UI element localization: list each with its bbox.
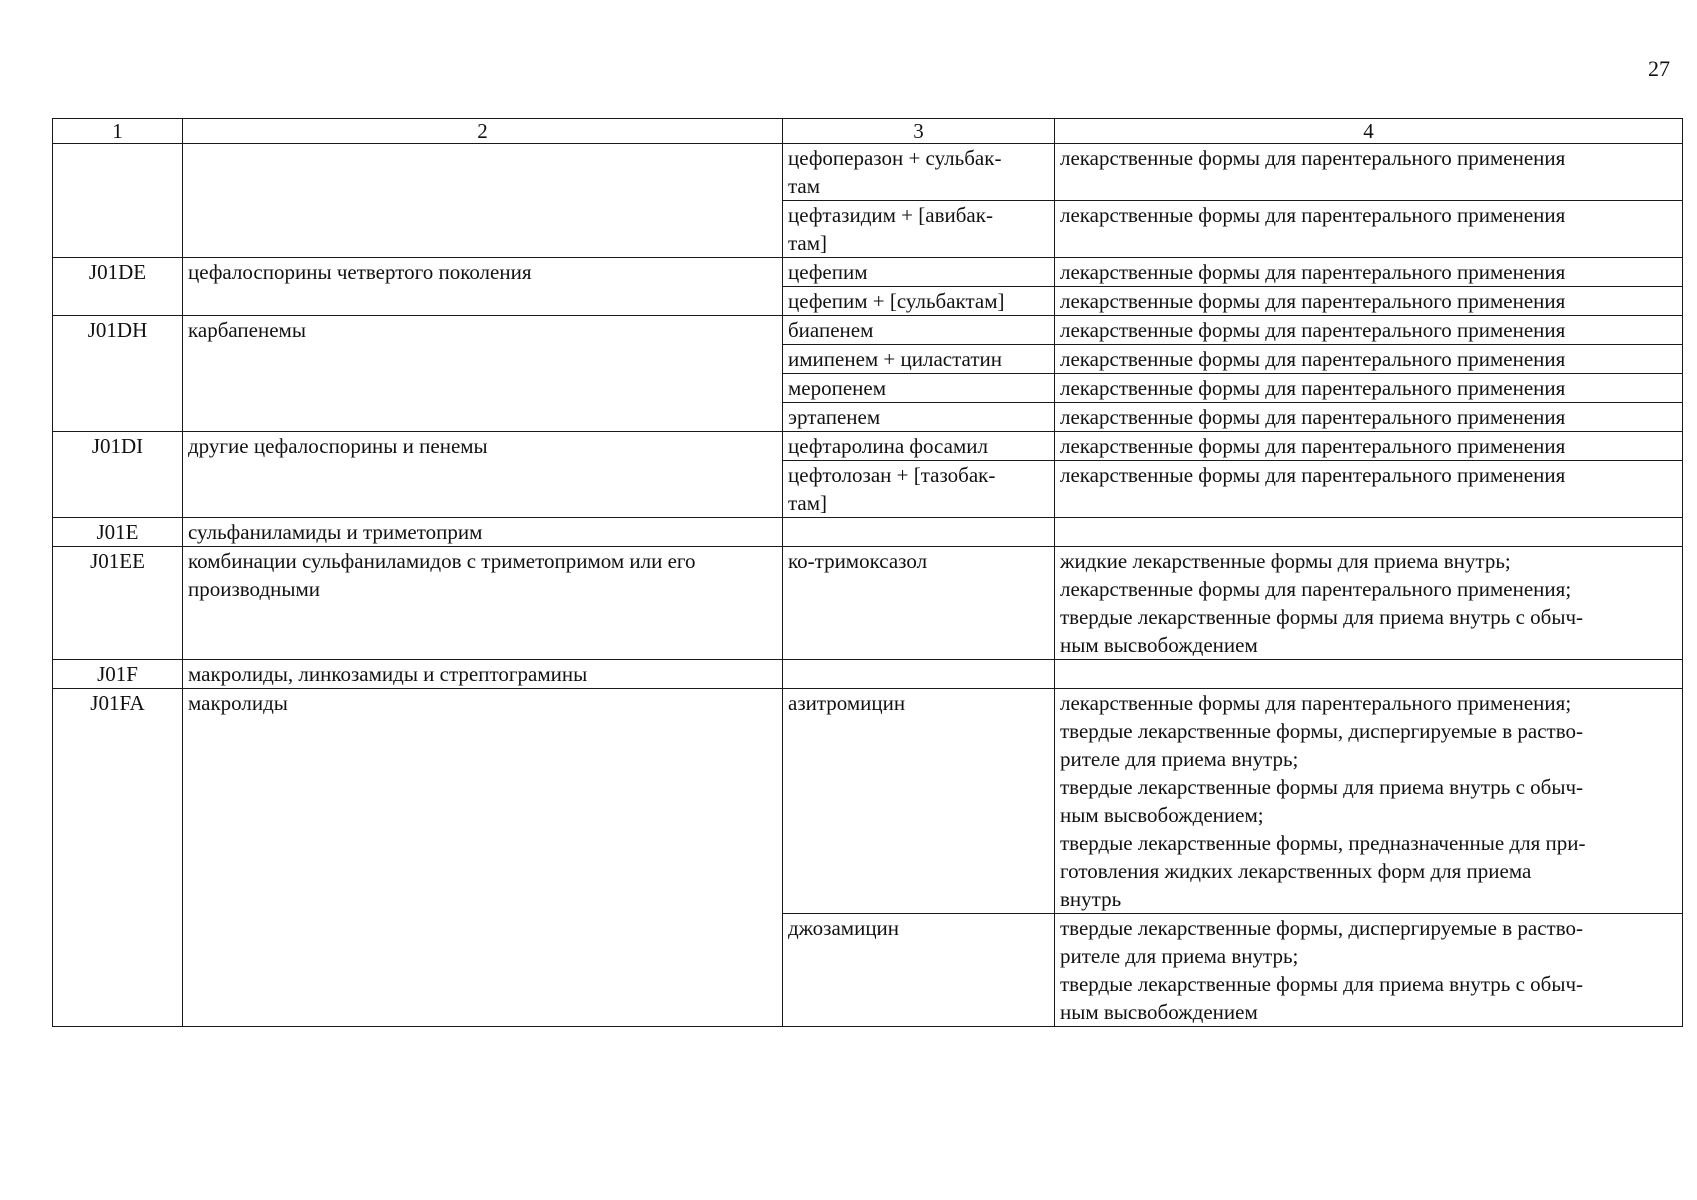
dosage-form: лекарственные формы для парентерального применения: [1060, 376, 1566, 400]
group-name-cell: комбинации сульфаниламидов с триметопримом или его производными: [183, 547, 783, 660]
drug-name-cell: эртапенем: [783, 403, 1055, 432]
dosage-form: жидкие лекарственные формы для приема внутрь;: [1060, 549, 1511, 573]
dosage-form: лекарственные формы для парентерального применения: [1060, 405, 1566, 429]
dosage-forms-cell: [1055, 660, 1683, 689]
dosage-form: лекарственные формы для парентерального применения;: [1060, 691, 1572, 715]
dosage-forms-cell: [1055, 689, 1683, 914]
drug-name-cell: меропенем: [783, 374, 1055, 403]
page-number: 27: [1648, 56, 1670, 81]
drug-name: цефоперазон + сульбак- там: [788, 146, 1002, 198]
dosage-forms-cell: [1055, 258, 1683, 287]
dosage-form: лекарственные формы для парентерального применения: [1060, 146, 1566, 170]
drug-name-cell: [783, 201, 1055, 258]
dosage-form: твердые лекарственные формы, предназначенные для при- готовления жидких лекарственных форм для приема внутрь: [1060, 831, 1586, 911]
drug-name-cell: азитромицин: [783, 689, 1055, 914]
drug-name-cell: ко-тримоксазол: [783, 547, 1055, 660]
table-row: [53, 660, 1683, 689]
column-header-2: 2: [183, 119, 783, 144]
dosage-forms-cell: [1055, 432, 1683, 461]
drug-name-cell: [783, 660, 1055, 689]
dosage-form: лекарственные формы для парентерального применения: [1060, 463, 1566, 487]
dosage-form: твердые лекарственные формы для приема внутрь с обыч- ным высвобождением: [1060, 605, 1584, 657]
drug-name-cell: джозамицин: [783, 914, 1055, 1027]
dosage-form: лекарственные формы для парентерального применения: [1060, 347, 1566, 371]
drug-name-cell: цефтаролина фосамил: [783, 432, 1055, 461]
dosage-form: лекарственные формы для парентерального применения;: [1060, 577, 1572, 601]
table-header-row: [53, 119, 1683, 144]
group-name-cell: макролиды, линкозамиды и стрептограмины: [183, 660, 783, 689]
drug-name-cell: [783, 144, 1055, 201]
atc-code-cell: J01F: [53, 660, 183, 689]
dosage-form: твердые лекарственные формы для приема внутрь с обыч- ным высвобождением: [1060, 972, 1584, 1024]
drug-name-cell: имипенем + циластатин: [783, 345, 1055, 374]
dosage-form: твердые лекарственные формы для приема внутрь с обыч- ным высвобождением;: [1060, 775, 1584, 827]
dosage-form: твердые лекарственные формы, диспергируемые в раство- рителе для приема внутрь;: [1060, 719, 1583, 771]
dosage-form: лекарственные формы для парентерального применения: [1060, 203, 1566, 227]
drug-name-cell: биапенем: [783, 316, 1055, 345]
dosage-form: лекарственные формы для парентерального применения: [1060, 318, 1566, 342]
atc-code-cell: J01DH: [53, 316, 183, 432]
drug-name-cell: цефепим + [сульбактам]: [783, 287, 1055, 316]
dosage-form: лекарственные формы для парентерального применения: [1060, 434, 1566, 458]
dosage-form: твердые лекарственные формы, диспергируемые в раство- рителе для приема внутрь;: [1060, 916, 1583, 968]
drug-name-cell: [783, 461, 1055, 518]
group-name-cell: макролиды: [183, 689, 783, 1027]
dosage-form: лекарственные формы для парентерального применения: [1060, 289, 1566, 313]
table-row: [53, 689, 1683, 914]
drug-name: цефтазидим + [авибак- там]: [788, 203, 993, 255]
drug-table: [52, 118, 1683, 1027]
dosage-forms-cell: [1055, 403, 1683, 432]
table-row: [53, 144, 1683, 201]
atc-code-cell: J01DE: [53, 258, 183, 316]
table-row: [53, 518, 1683, 547]
group-name-cell: другие цефалоспорины и пенемы: [183, 432, 783, 518]
column-header-4: 4: [1055, 119, 1683, 144]
dosage-forms-cell: [1055, 316, 1683, 345]
table-row: [53, 316, 1683, 345]
table-row: [53, 547, 1683, 660]
group-name-cell: [183, 144, 783, 258]
dosage-forms-cell: [1055, 374, 1683, 403]
group-name-cell: цефалоспорины четвертого поколения: [183, 258, 783, 316]
drug-name: цефтолозан + [тазобак- там]: [788, 463, 996, 515]
dosage-forms-cell: [1055, 287, 1683, 316]
dosage-form: лекарственные формы для парентерального применения: [1060, 260, 1566, 284]
group-name-cell: сульфаниламиды и триметоприм: [183, 518, 783, 547]
dosage-forms-cell: [1055, 144, 1683, 201]
drug-name-cell: [783, 518, 1055, 547]
atc-code-cell: J01FA: [53, 689, 183, 1027]
dosage-forms-cell: [1055, 461, 1683, 518]
dosage-forms-cell: [1055, 547, 1683, 660]
column-header-3: 3: [783, 119, 1055, 144]
atc-code-cell: J01DI: [53, 432, 183, 518]
group-name-cell: карбапенемы: [183, 316, 783, 432]
atc-code-cell: [53, 144, 183, 258]
table-row: [53, 258, 1683, 287]
atc-code-cell: J01EE: [53, 547, 183, 660]
dosage-forms-cell: [1055, 345, 1683, 374]
table-row: [53, 432, 1683, 461]
dosage-forms-cell: [1055, 518, 1683, 547]
dosage-forms-cell: [1055, 914, 1683, 1027]
dosage-forms-cell: [1055, 201, 1683, 258]
drug-name-cell: цефепим: [783, 258, 1055, 287]
atc-code-cell: J01E: [53, 518, 183, 547]
column-header-1: 1: [53, 119, 183, 144]
